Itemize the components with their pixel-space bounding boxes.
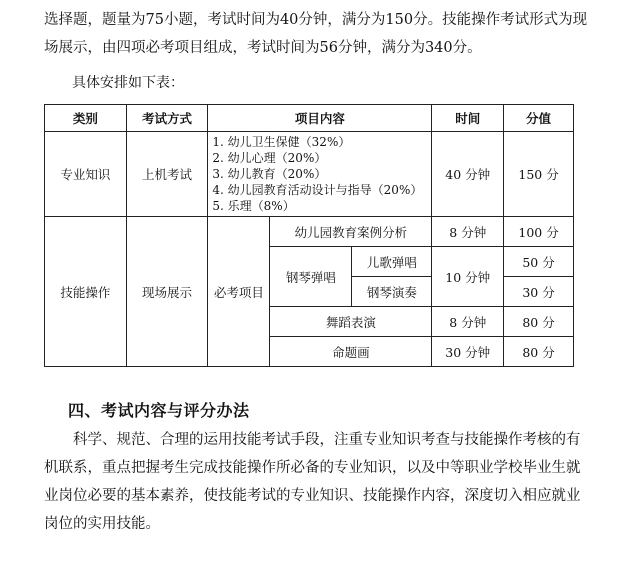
cell-score: 100 分 xyxy=(504,217,574,247)
cell-drawing: 命题画 xyxy=(270,337,432,367)
table-row xyxy=(45,217,574,247)
list-item: 1. 幼儿卫生保健（32%） xyxy=(212,135,351,149)
cell-dance: 舞蹈表演 xyxy=(270,307,432,337)
cell-category: 技能操作 xyxy=(45,217,127,367)
cell-method: 上机考试 xyxy=(126,132,208,217)
table-header-row xyxy=(45,105,574,132)
cell-time: 8 分钟 xyxy=(432,307,504,337)
header-content: 项目内容 xyxy=(208,105,432,132)
cell-method: 现场展示 xyxy=(126,217,208,367)
section-heading: 四、考试内容与评分办法 xyxy=(68,401,250,420)
cell-items xyxy=(208,132,432,217)
cell-required: 必考项目 xyxy=(208,217,270,367)
intro-paragraph: 选择题，题量为75小题，考试时间为40分钟，满分为150分。技能操作考试形式为现场展示，由四项必考项目组成，考试时间为56分钟，满分为340分。 xyxy=(44,12,588,56)
cell-score: 150 分 xyxy=(504,132,574,217)
cell-song: 儿歌弹唱 xyxy=(352,247,432,277)
list-item: 4. 幼儿园教育活动设计与指导（20%） xyxy=(212,183,423,197)
cell-time: 10 分钟 xyxy=(432,247,504,307)
cell-score: 50 分 xyxy=(504,247,574,277)
header-score: 分值 xyxy=(504,105,574,132)
section-paragraph: 科学、规范、合理的运用技能考试手段，注重专业知识考查与技能操作考核的有机联系，重点把握考生完成技能操作所必备的专业知识，以及中等职业学校毕业生就业岗位必要的基本素养，使技能考试的专业知识、技能操作内容，深度切入相应就业岗位的实用技能。 xyxy=(44,432,581,532)
cell-score: 80 分 xyxy=(504,337,574,367)
list-item: 5. 乐理（8%） xyxy=(212,199,295,213)
cell-case-analysis: 幼儿园教育案例分析 xyxy=(270,217,432,247)
cell-time: 40 分钟 xyxy=(432,132,504,217)
cell-piano-play: 钢琴演奏 xyxy=(352,277,432,307)
header-time: 时间 xyxy=(432,105,504,132)
cell-score: 80 分 xyxy=(504,307,574,337)
cell-time: 30 分钟 xyxy=(432,337,504,367)
list-item: 3. 幼儿教育（20%） xyxy=(212,167,327,181)
table-row xyxy=(45,132,574,217)
cell-category: 专业知识 xyxy=(45,132,127,217)
cell-score: 30 分 xyxy=(504,277,574,307)
header-method: 考试方式 xyxy=(126,105,208,132)
table-intro: 具体安排如下表： xyxy=(72,75,184,91)
cell-time: 8 分钟 xyxy=(432,217,504,247)
exam-schedule-table xyxy=(44,104,574,367)
cell-piano: 钢琴弹唱 xyxy=(270,247,352,307)
list-item: 2. 幼儿心理（20%） xyxy=(212,151,327,165)
header-category: 类别 xyxy=(45,105,127,132)
